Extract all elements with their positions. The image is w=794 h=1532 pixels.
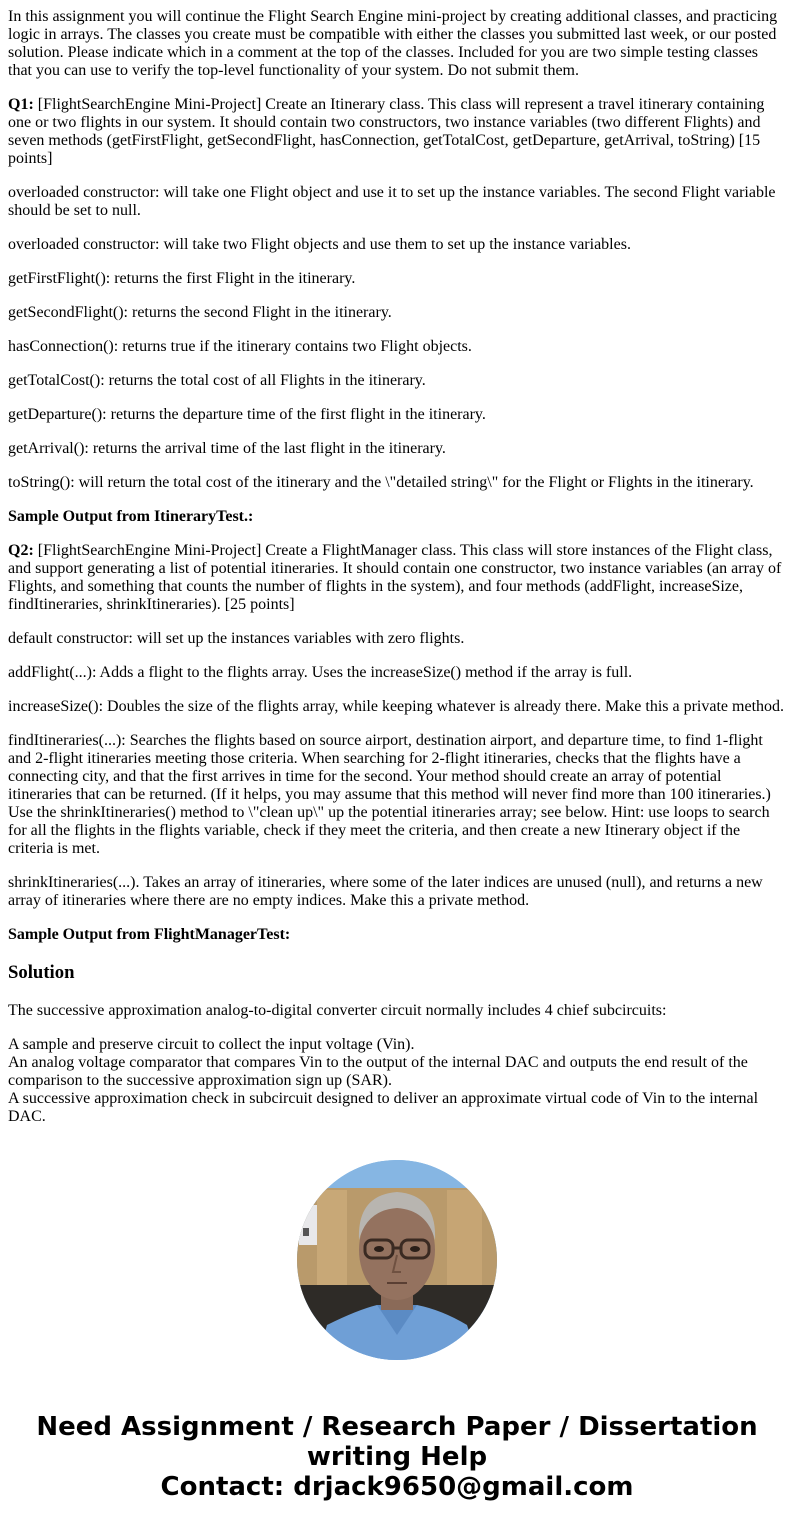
solution-line: An analog voltage comparator that compares Vin to the output of the internal DAC and outputs the end result of the comparison to the successive approximation sign up (SAR). [8, 1054, 748, 1089]
q1-item: getSecondFlight(): returns the second Flight in the itinerary. [8, 304, 392, 321]
q1-item: toString(): will return the total cost of the itinerary and the \"detailed string\" for the Flight or Flights in the itinerary. [8, 474, 754, 491]
q2-label: Q2: [8, 542, 34, 559]
q1-item: getFirstFlight(): returns the first Flight in the itinerary. [8, 270, 356, 287]
q2-item: increaseSize(): Doubles the size of the flights array, while keeping whatever is already there. Make this a private method. [8, 698, 785, 715]
q1-sample-output-label: Sample Output from ItineraryTest.: [8, 508, 254, 525]
q2-text: [FlightSearchEngine Mini-Project] Create a FlightManager class. This class will store instances of the Flight class, and support generating a list of potential itineraries. It should contain one constructor, two instance variables (an array of Flights, and something that counts the number of flights in the system), and four methods (addFlight, increaseSize, findItineraries, shrinkItineraries). [25 points] [8, 542, 782, 613]
q1-item: getTotalCost(): returns the total cost of all Flights in the itinerary. [8, 372, 426, 389]
q2-item: findItineraries(...): Searches the flights based on source airport, destination airport, and departure time, to find 1-flight and 2-flight itineraries meeting those criteria. When searching for 2-flight itineraries, checks that the flights have a connecting city, and that the first arrives in time for the second. Your method should create an array of potential itineraries that can be returned. (If it helps, you may assume that this method will never find more than 100 itineraries.) Use the shrinkItineraries() method to \"clean up\" up the potential itineraries array; see below. Hint: use loops to search for all the flights in the flights variable, check if they meet the criteria, and then create a new Itinerary object if the criteria is met. [8, 732, 771, 857]
q1-item: hasConnection(): returns true if the itinerary contains two Flight objects. [8, 338, 472, 355]
q1-item: getDeparture(): returns the departure time of the first flight in the itinerary. [8, 406, 486, 423]
solution-line: A sample and preserve circuit to collect the input voltage (Vin). [8, 1036, 415, 1053]
q1-item: overloaded constructor: will take one Flight object and use it to set up the instance variables. The second Flight variable should be set to null. [8, 184, 776, 219]
solution-list [8, 1036, 786, 1126]
q1-item: getArrival(): returns the arrival time of the last flight in the itinerary. [8, 440, 446, 457]
intro-paragraph: In this assignment you will continue the Flight Search Engine mini-project by creating additional classes, and practicing logic in arrays. The classes you create must be compatible with either the classes you submitted last week, or our posted solution. Please indicate which in a comment at the top of the classes. Included for you are two simple testing classes that you can use to verify the top-level functionality of your system. Do not submit them. [8, 8, 778, 79]
author-avatar-photo [297, 1160, 497, 1360]
q2-item: addFlight(...): Adds a flight to the flights array. Uses the increaseSize() method if the array is full. [8, 664, 633, 681]
help-text: Need Assignment / Research Paper / Dissertation writing Help [36, 1412, 758, 1472]
q2-item: shrinkItineraries(...). Takes an array of itineraries, where some of the later indices are unused (null), and returns a new array of itineraries where there are no empty indices. Make this a private method. [8, 874, 763, 909]
q2-sample-output-label: Sample Output from FlightManagerTest: [8, 926, 291, 943]
solution-line: A successive approximation check in subcircuit designed to deliver an approximate virtual code of Vin to the internal DAC. [8, 1090, 759, 1125]
q1-item: overloaded constructor: will take two Flight objects and use them to set up the instance variables. [8, 236, 631, 253]
avatar-container [0, 1160, 794, 1360]
contact-banner [0, 1412, 794, 1532]
q2-item: default constructor: will set up the instances variables with zero flights. [8, 630, 465, 647]
q1-paragraph [8, 96, 786, 168]
q1-text: [FlightSearchEngine Mini-Project] Create an Itinerary class. This class will represent a travel itinerary containing one or two flights in our system. It should contain two constructors, two instance variables (two different Flights) and seven methods (getFirstFlight, getSecondFlight, hasConnection, getTotalCost, getDeparture, getArrival, toString) [15 points] [8, 96, 765, 167]
q2-paragraph [8, 542, 786, 614]
person-portrait-icon [297, 1160, 497, 1360]
contact-email: Contact: drjack9650@gmail.com [160, 1472, 634, 1502]
solution-intro: The successive approximation analog-to-digital converter circuit normally includes 4 chief subcircuits: [8, 1002, 667, 1019]
solution-heading: Solution [8, 962, 75, 983]
q1-label: Q1: [8, 96, 34, 113]
